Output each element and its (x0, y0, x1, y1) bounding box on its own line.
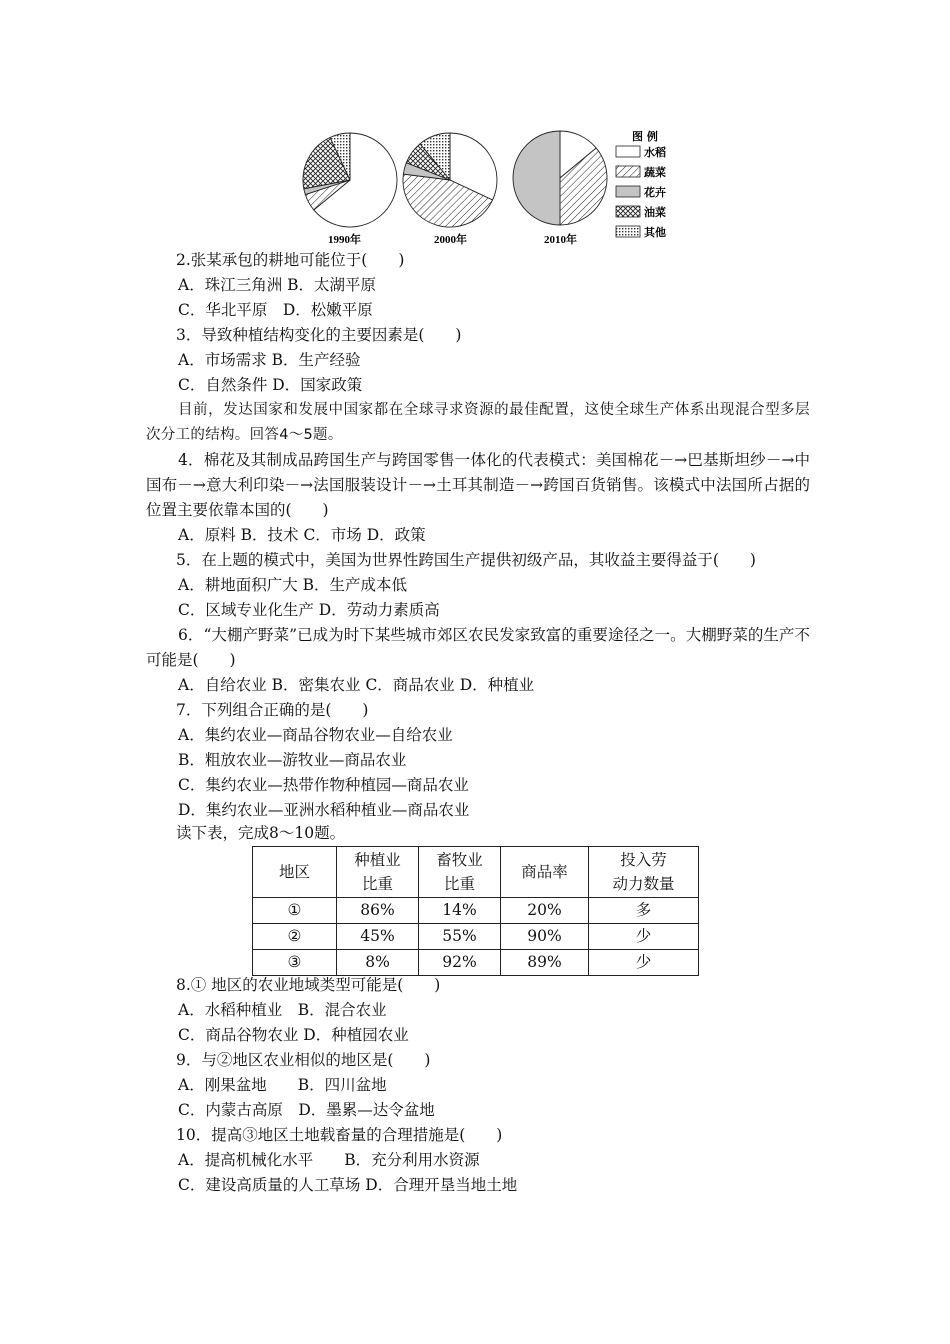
table-row (253, 950, 699, 976)
table-row (253, 898, 699, 924)
question-4-options: A．原料 B．技术 C．市场 D．政策 (178, 526, 426, 544)
table-cell: 90% (501, 924, 589, 950)
question-2-options-cd: C．华北平原 D．松嫩平原 (178, 301, 373, 319)
question-7-option-d: D．集约农业—亚洲水稻种植业—商品农业 (178, 801, 470, 819)
table-cell: 45% (337, 924, 419, 950)
table-header-cell (589, 847, 699, 898)
question-7-option-a: A．集约农业—商品谷物农业—自给农业 (178, 726, 453, 744)
table-cell: 少 (589, 924, 699, 950)
table-cell: 89% (501, 950, 589, 976)
table-cell: 少 (589, 950, 699, 976)
table-header-cell (419, 847, 501, 898)
header-line-2: 比重 (443, 875, 475, 893)
header-line-1: 畜牧业 (436, 851, 483, 869)
question-3-options-ab: A．市场需求 B．生产经验 (178, 351, 361, 369)
question-6: 6．“大棚产野菜”已成为时下某些城市郊区农民发家致富的重要途径之一。大棚野菜的生产不可能是( ) (146, 626, 810, 669)
header-line-1: 商品率 (521, 863, 568, 881)
table-header-cell (337, 847, 419, 898)
legend (616, 129, 666, 239)
question-10-options-cd: C．建设高质量的人工草场 D．合理开垦当地土地 (178, 1176, 518, 1194)
table-cell: 92% (419, 950, 501, 976)
header-line-1: 种植业 (354, 851, 401, 869)
year-label-1990: 1990年 (328, 234, 361, 246)
table-header-cell (253, 847, 337, 898)
legend-label-rapeseed: 油菜 (644, 206, 666, 219)
header-line-2: 动力数量 (612, 875, 675, 893)
intro-questions-4-5: 目前，发达国家和发展中国家都在全球寻求资源的最佳配置，这使全球生产体系出现混合型多层次分工的结构。回答4～5题。 (146, 402, 810, 443)
header-line-2: 比重 (361, 875, 393, 893)
year-label-2010: 2010年 (544, 234, 577, 246)
question-9-options-ab: A．刚果盆地 B．四川盆地 (178, 1076, 387, 1094)
table-header-row (253, 847, 699, 898)
question-8-options-ab: A．水稻种植业 B．混合农业 (178, 1001, 387, 1019)
question-5-options-cd: C．区域专业化生产 D．劳动力素质高 (178, 601, 440, 619)
question-7-option-c: C．集约农业—热带作物种植园—商品农业 (178, 776, 469, 794)
question-5: 5．在上题的模式中，美国为世界性跨国生产提供初级产品，其收益主要得益于( ) (176, 551, 756, 569)
table-cell: ① (253, 898, 337, 924)
legend-swatch-flower (616, 186, 640, 197)
table-cell: 55% (419, 924, 501, 950)
legend-label-rice: 水稻 (644, 146, 666, 159)
table-cell: 多 (589, 898, 699, 924)
header-line-1: 投入劳 (620, 851, 667, 869)
question-2: 2.张某承包的耕地可能位于( ) (176, 251, 405, 269)
year-label-2000: 2000年 (434, 234, 467, 246)
question-3-options-cd: C．自然条件 D．国家政策 (178, 376, 363, 394)
question-3: 3．导致种植结构变化的主要因素是( ) (176, 326, 462, 344)
table-cell: 8% (337, 950, 419, 976)
legend-title: 图 例 (632, 130, 658, 143)
question-7: 7．下列组合正确的是( ) (176, 701, 369, 719)
table-cell: ② (253, 924, 337, 950)
table-cell: ③ (253, 950, 337, 976)
question-10: 10．提高③地区土地载畜量的合理措施是( ) (176, 1126, 503, 1144)
question-8: 8.① 地区的农业地域类型可能是( ) (176, 976, 441, 994)
legend-label-flower: 花卉 (644, 186, 666, 199)
legend-label-other: 其他 (644, 226, 666, 239)
crop-structure-pie-charts (298, 126, 684, 248)
header-line-1: 地区 (278, 863, 310, 881)
legend-swatch-rice (616, 146, 640, 157)
legend-swatch-other (616, 226, 640, 237)
question-9: 9．与②地区农业相似的地区是( ) (176, 1051, 431, 1069)
table-header-cell (501, 847, 589, 898)
legend-swatch-vegetable (616, 166, 640, 177)
legend-label-vegetable: 蔬菜 (644, 166, 666, 179)
question-5-options-ab: A．耕地面积广大 B．生产成本低 (178, 576, 408, 594)
table-row (253, 924, 699, 950)
question-9-options-cd: C．内蒙古高原 D．墨累—达令盆地 (178, 1101, 435, 1119)
agriculture-data-table (252, 846, 699, 976)
question-7-option-b: B．粗放农业—游牧业—商品农业 (178, 751, 407, 769)
table-cell: 20% (501, 898, 589, 924)
pie-slice-flower-2010 (513, 131, 560, 225)
question-10-options-ab: A．提高机械化水平 B．充分利用水资源 (178, 1151, 480, 1169)
question-6-options: A．自给农业 B．密集农业 C．商品农业 D．种植业 (178, 676, 535, 694)
table-cell: 86% (337, 898, 419, 924)
question-4: 4．棉花及其制成品跨国生产与跨国零售一体化的代表模式：美国棉花－→巴基斯坦纱－→中国布－→意大利印染－→法国服装设计－→土耳其制造－→跨国百货销售。该模式中法国所占据的位置主要依靠本国的( ) (146, 451, 810, 519)
question-8-options-cd: C．商品谷物农业 D．种植园农业 (178, 1026, 409, 1044)
question-2-options-ab: A．珠江三角洲 B．太湖平原 (178, 276, 377, 294)
legend-swatch-rapeseed (616, 206, 640, 217)
intro-questions-8-10: 读下表，完成8～10题。 (176, 824, 346, 842)
table-cell: 14% (419, 898, 501, 924)
